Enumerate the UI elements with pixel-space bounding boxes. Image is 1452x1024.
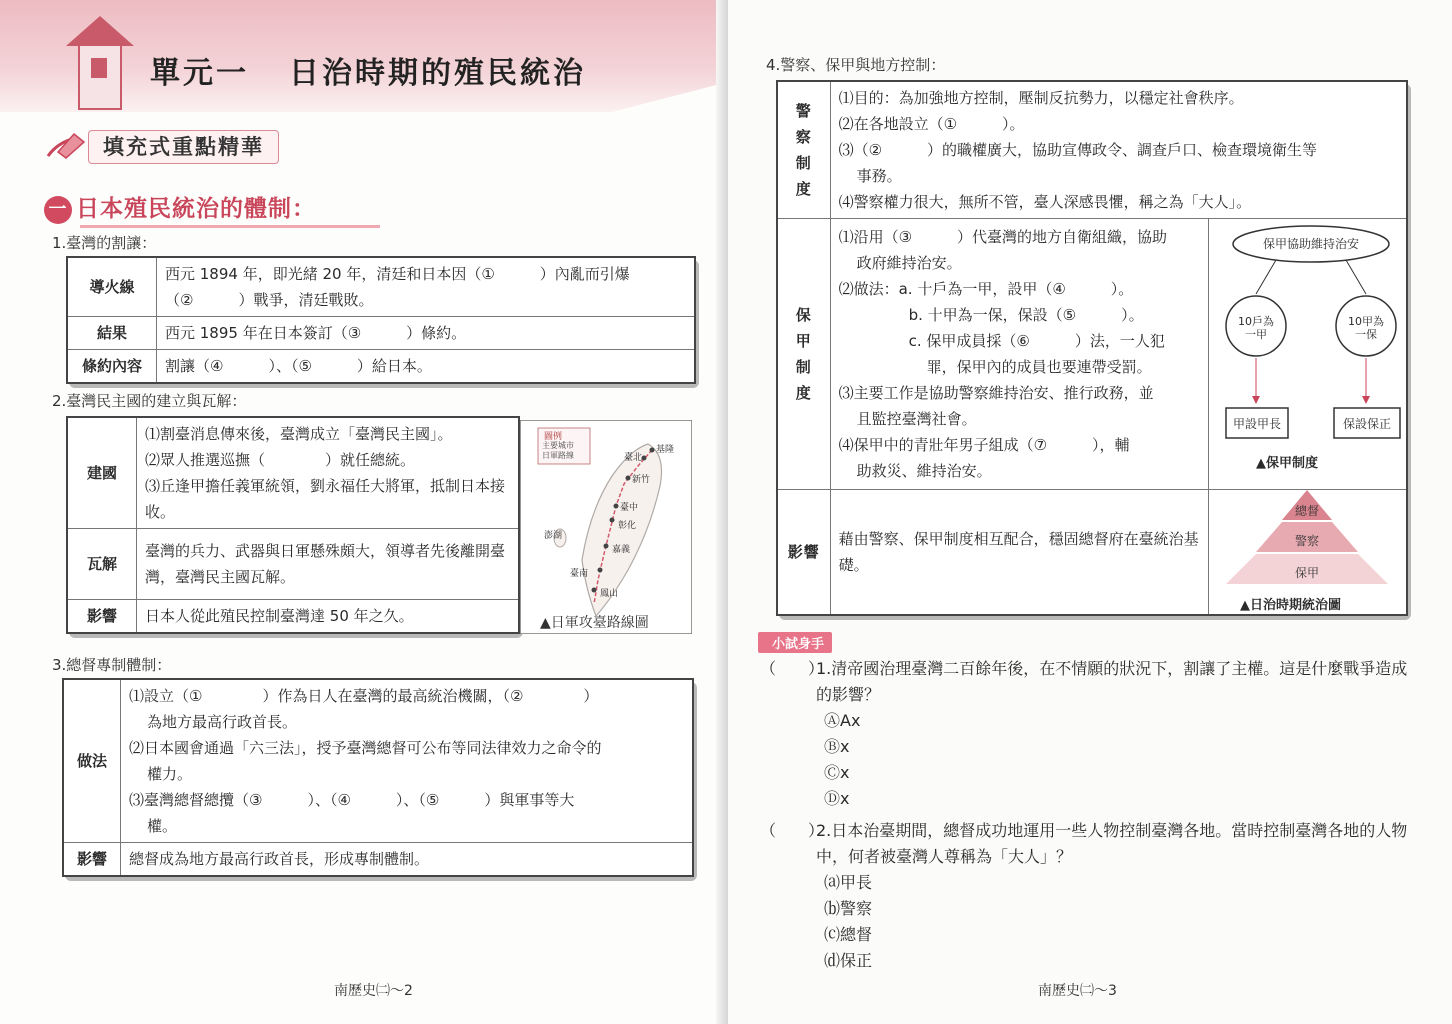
- row-text: 總督成為地方最高行政首長，形成專制體制。: [121, 843, 694, 877]
- pyramid-mid: 警察: [1294, 534, 1319, 548]
- table-row: [63, 679, 693, 843]
- row-text: 西元 1895 年在日本簽訂（③ ）條約。: [157, 317, 696, 350]
- line: ⑴割臺消息傳來後，臺灣成立「臺灣民主國」。: [145, 425, 453, 443]
- map-place: 臺北: [624, 453, 643, 463]
- answer-blank[interactable]: （ ）: [760, 659, 825, 678]
- table-row: [67, 529, 519, 600]
- option[interactable]: Ⓑx: [824, 737, 850, 756]
- row-label: 條約內容: [67, 350, 157, 384]
- baojia-label: 保甲制度: [795, 306, 812, 402]
- pyramid-caption: ▲日治時期統治圖: [1240, 598, 1341, 613]
- row-text: [121, 679, 694, 843]
- row-label: 影響: [63, 843, 121, 877]
- map-legend-route: 日軍路線: [542, 451, 574, 460]
- line: ⑶臺灣總督總攬（③ ）、（④ ）、（⑤ ）與軍事等大: [129, 791, 575, 809]
- police-label: 警察制度: [795, 102, 812, 198]
- table-row: [63, 843, 693, 877]
- map-legend-city: 主要城市: [542, 441, 574, 450]
- option[interactable]: ⒜甲長: [824, 873, 873, 892]
- republic-table: [66, 416, 520, 634]
- unit-heading: 日治時期的殖民統治: [289, 56, 586, 91]
- row-label: [777, 219, 830, 490]
- row-label: 導火線: [67, 257, 157, 317]
- row-label: 瓦解: [67, 529, 137, 600]
- diagram-top: 保甲協助維持治安: [1262, 237, 1359, 251]
- invasion-route-map: [520, 420, 692, 634]
- row-text: 西元 1894 年，即光緒 20 年，清廷和日本因（① ）內亂而引爆（② ）戰爭，清廷戰敗。: [157, 257, 696, 317]
- answer-blank[interactable]: （ ）: [760, 821, 825, 840]
- option[interactable]: ⒶAx: [824, 711, 861, 730]
- quiz-badge: 小試身手: [758, 632, 832, 653]
- quiz-list: [760, 656, 1410, 980]
- table-row: [777, 81, 1407, 219]
- row-label: 影響: [777, 490, 830, 616]
- line: 權。: [147, 817, 178, 835]
- row-label: 建國: [67, 417, 137, 529]
- pen-icon: [46, 132, 86, 162]
- row-text: [830, 81, 1407, 219]
- row-text: 日本人從此殖民控制臺灣達 50 年之久。: [137, 600, 520, 634]
- line: ⑵日本國會通過「六三法」，授予臺灣總督可公布等同法律效力之命令的: [129, 739, 602, 757]
- map-place: 鳳山: [600, 589, 619, 599]
- tower-illustration: [60, 0, 140, 112]
- option[interactable]: Ⓒx: [824, 763, 850, 782]
- line: b. 十甲為一保，保設（⑤ ）。: [908, 306, 1144, 324]
- cession-table: [66, 256, 696, 384]
- line: ⑴沿用（③ ）代臺灣的地方自衛組織，協助: [838, 228, 1168, 246]
- map-place: 澎湖: [544, 531, 563, 541]
- line: ⑶主要工作是協助警察維持治安、推行政務，並: [838, 384, 1154, 402]
- row-text: 臺灣的兵力、武器與日軍懸殊頗大，領導者先後離開臺灣，臺灣民主國瓦解。: [137, 529, 520, 600]
- row-text: 割讓（④ ）、（⑤ ）給日本。: [157, 350, 696, 384]
- option[interactable]: Ⓓx: [824, 789, 850, 808]
- item-4-heading: 4.警察、保甲與地方控制：: [766, 56, 946, 74]
- line: 事務。: [856, 167, 902, 185]
- question-text: 2.日本治臺期間，總督成功地運用一些人物控制臺灣各地。當時控制臺灣各地的人物中，何者被臺灣人尊稱為「大人」？: [816, 821, 1408, 866]
- section-1-text: 日本殖民統治的體制：: [76, 196, 316, 222]
- row-text: [830, 219, 1209, 490]
- table-row: [67, 257, 695, 317]
- map-place: 嘉義: [612, 545, 631, 555]
- pyramid-top: 總督: [1294, 504, 1319, 518]
- question-1: [760, 656, 1410, 812]
- key-points-label: 填充式重點精華: [88, 130, 279, 164]
- page-number-left: 南歷史㈡～2: [334, 983, 413, 999]
- line: ⑴目的：為加強地方控制，壓制反抗勢力，以穩定社會秩序。: [838, 89, 1244, 107]
- map-place: 臺中: [620, 503, 639, 513]
- option[interactable]: ⒟保正: [824, 951, 873, 970]
- row-label: [777, 81, 830, 219]
- map-place: 基隆: [656, 445, 675, 455]
- section-1-title: [44, 190, 316, 224]
- map-caption: ▲日軍攻臺路線圖: [540, 615, 649, 631]
- row-label: 結果: [67, 317, 157, 350]
- line: ⑷警察權力很大，無所不管，臺人深感畏懼，稱之為「大人」。: [838, 193, 1252, 211]
- line: ⑷保甲中的青壯年男子組成（⑦ ），輔: [838, 436, 1130, 454]
- item-1-heading: 1.臺灣的割讓：: [52, 234, 157, 252]
- table-row: [67, 417, 519, 529]
- section-number: 一: [44, 196, 72, 224]
- line: 罪，保甲內的成員也要連帶受罰。: [926, 358, 1152, 376]
- pyramid-bottom: 保甲: [1294, 566, 1319, 580]
- table-row: [67, 600, 519, 634]
- unit-number: 單元一: [150, 56, 249, 91]
- line: 且監控臺灣社會。: [856, 410, 977, 428]
- question-text: 1.清帝國治理臺灣二百餘年後，在不情願的狀況下，割讓了主權。這是什麼戰爭造成的影響？: [816, 659, 1408, 704]
- line: ⑵眾人推選巡撫（ ）就任總統。: [145, 451, 416, 469]
- line: 為地方最高行政首長。: [147, 713, 298, 731]
- table-row: [67, 317, 695, 350]
- row-text: 藉由警察、保甲制度相互配合，穩固總督府在臺統治基礎。: [830, 490, 1209, 616]
- diagram-left-box: 甲設甲長: [1232, 417, 1281, 431]
- line: c. 保甲成員採（⑥ ）法，一人犯: [908, 332, 1165, 350]
- diagram-right: 10甲為一保: [1348, 315, 1384, 341]
- line: ⑶（② ）的職權廣大，協助宣傳政令、調查戶口、檢查環境衛生等: [838, 141, 1318, 159]
- diagram-caption: ▲保甲制度: [1256, 456, 1318, 471]
- row-text: [137, 417, 520, 529]
- map-place: 彰化: [618, 521, 637, 531]
- rule-pyramid: [1222, 490, 1392, 613]
- map-place: 新竹: [632, 475, 651, 485]
- line: ⑴設立（① ）作為日人在臺灣的最高統治機關，（② ）: [129, 687, 599, 705]
- line: 政府維持治安。: [856, 254, 962, 272]
- line: ⑶丘逢甲擔任義軍統領，劉永福任大將軍，抵制日本接收。: [145, 477, 506, 521]
- diagram-left: 10戶為一甲: [1238, 315, 1274, 341]
- row-label: 影響: [67, 600, 137, 634]
- option[interactable]: ⒝警察: [824, 899, 873, 918]
- item-3-heading: 3.總督專制體制：: [52, 656, 172, 674]
- item-2-heading: 2.臺灣民主國的建立與瓦解：: [52, 392, 247, 410]
- governor-table: [62, 678, 694, 877]
- row-label: 做法: [63, 679, 121, 843]
- question-2: [760, 818, 1410, 974]
- option[interactable]: ⒞總督: [824, 925, 873, 944]
- map-place: 臺南: [570, 569, 589, 579]
- table-row: [67, 350, 695, 384]
- baojia-diagram: [1216, 220, 1406, 480]
- unit-title: [150, 48, 586, 92]
- map-legend-title: 圖例: [544, 432, 563, 442]
- diagram-right-box: 保設保正: [1342, 417, 1391, 431]
- line: 助救災、維持治安。: [856, 462, 992, 480]
- page-number-right: 南歷史㈡～3: [1038, 983, 1117, 999]
- line: ⑵在各地設立（① ）。: [838, 115, 1025, 133]
- line: ⑵做法：a. 十戶為一甲，設甲（④ ）。: [838, 280, 1134, 298]
- line: 權力。: [147, 765, 193, 783]
